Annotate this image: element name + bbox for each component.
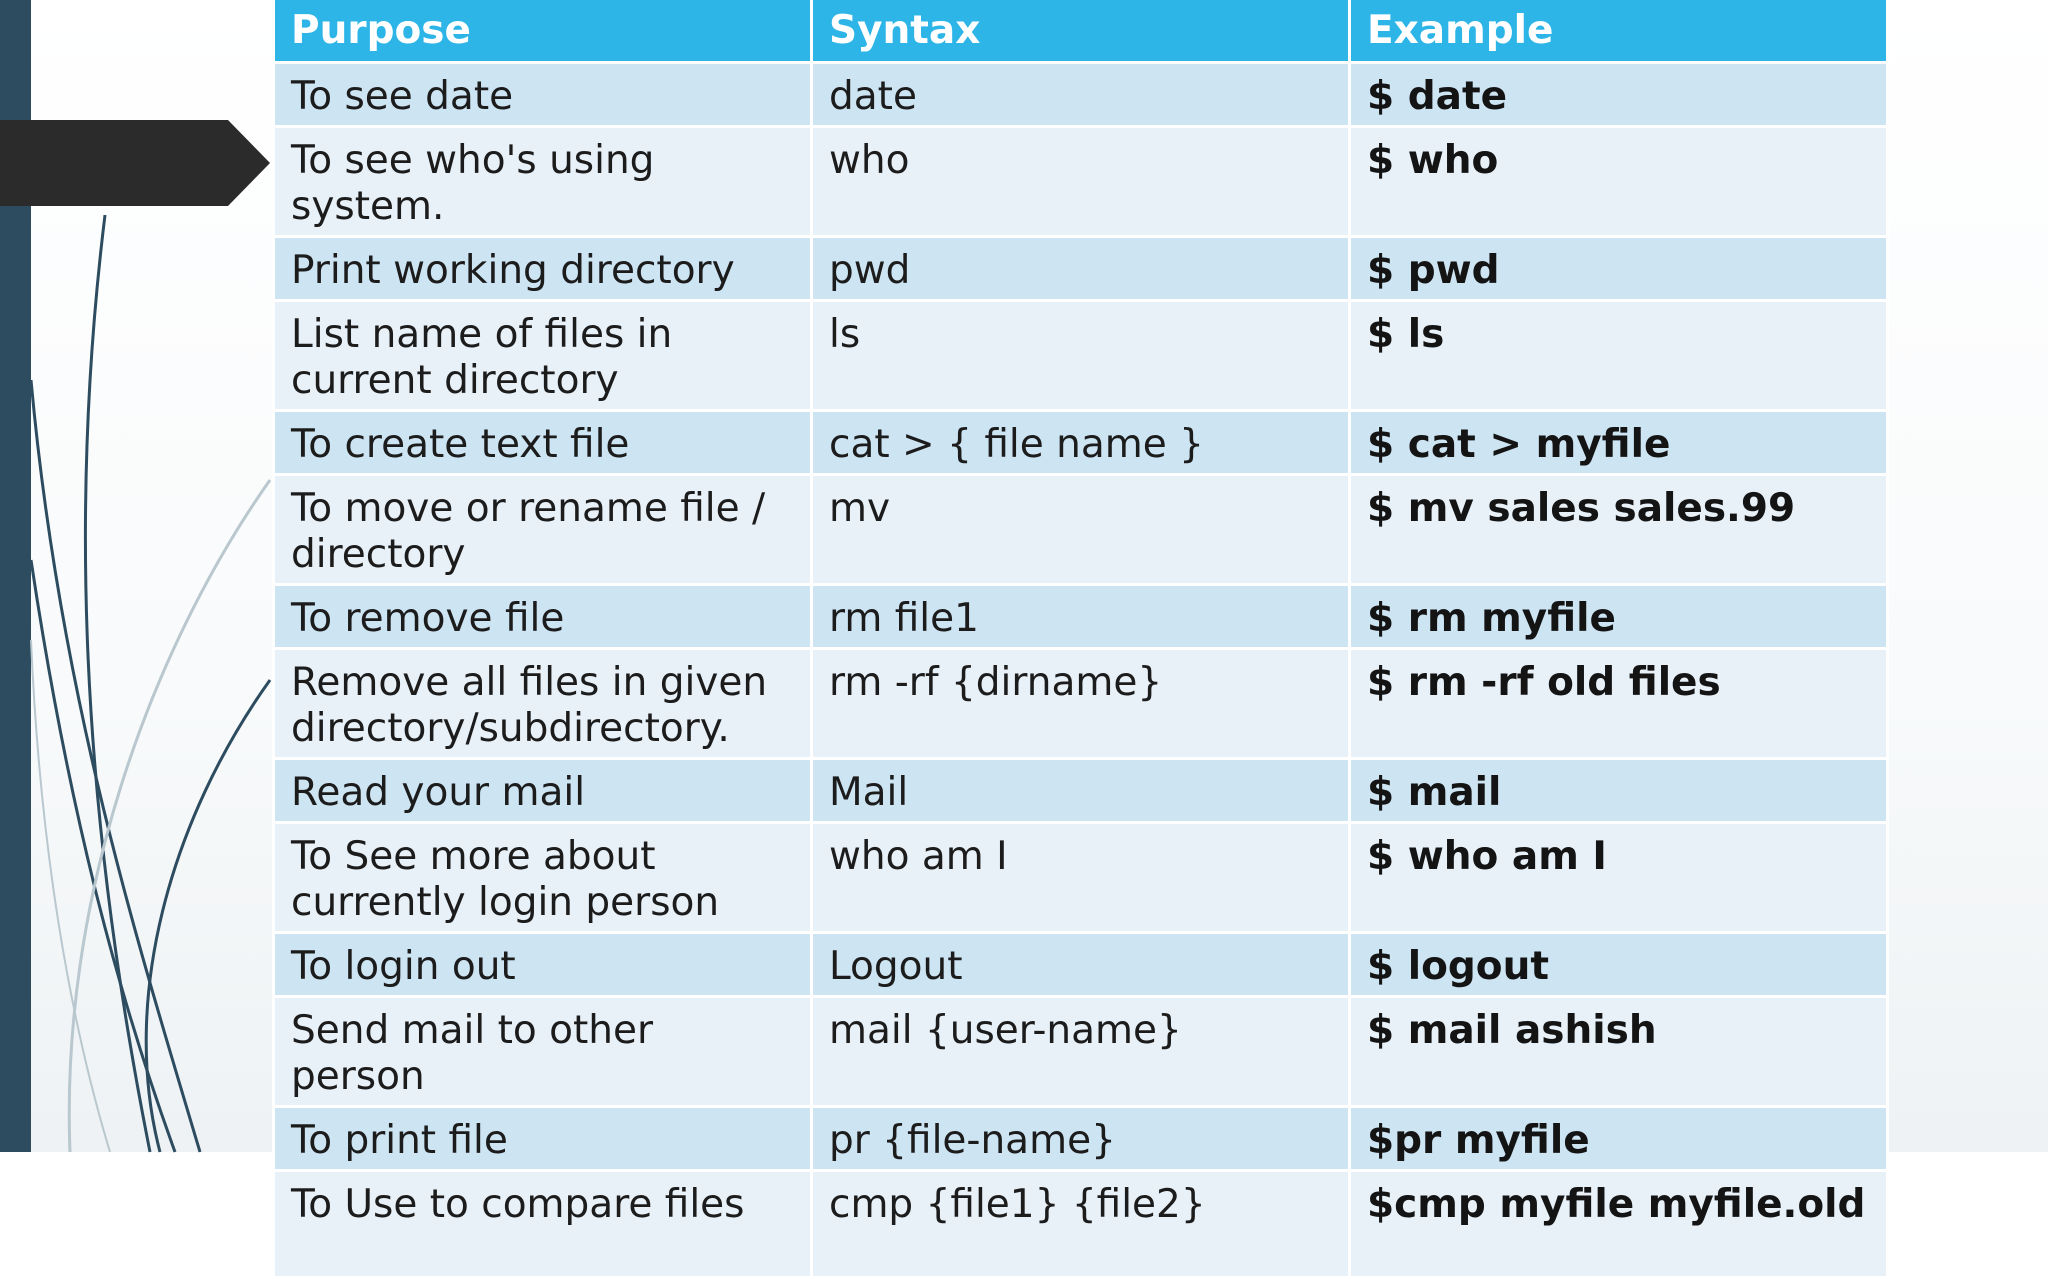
table-row <box>274 1106 1888 1170</box>
cell-syntax: who <box>812 126 1350 236</box>
table-row <box>274 648 1888 758</box>
table-row <box>274 822 1888 932</box>
cell-syntax: who am I <box>812 822 1350 932</box>
cell-purpose: List name of files in current directory <box>274 300 812 410</box>
cell-example: $ cat > myfile <box>1350 410 1888 474</box>
header-syntax: Syntax <box>812 0 1350 62</box>
cell-example: $ ls <box>1350 300 1888 410</box>
table-row <box>274 236 1888 300</box>
cell-syntax: date <box>812 62 1350 126</box>
cell-purpose: Print working directory <box>274 236 812 300</box>
cell-example: $ mail <box>1350 758 1888 822</box>
cell-purpose: To Use to compare files <box>274 1170 812 1277</box>
cell-syntax: pr {file-name} <box>812 1106 1350 1170</box>
cell-example: $cmp myfile myfile.old <box>1350 1170 1888 1277</box>
cell-syntax: rm -rf {dirname} <box>812 648 1350 758</box>
table-header-row <box>274 0 1888 62</box>
commands-table <box>272 0 1889 1279</box>
table-row <box>274 300 1888 410</box>
cell-example: $ mail ashish <box>1350 996 1888 1106</box>
cell-example: $ rm myfile <box>1350 584 1888 648</box>
cell-syntax: mv <box>812 474 1350 584</box>
table-row <box>274 62 1888 126</box>
cell-syntax: mail {user-name} <box>812 996 1350 1106</box>
header-purpose: Purpose <box>274 0 812 62</box>
table-row <box>274 584 1888 648</box>
header-example: Example <box>1350 0 1888 62</box>
cell-example: $ logout <box>1350 932 1888 996</box>
arrow-tag-shape <box>0 120 270 206</box>
cell-purpose: To See more about currently login person <box>274 822 812 932</box>
cell-purpose: To remove file <box>274 584 812 648</box>
cell-syntax: rm file1 <box>812 584 1350 648</box>
table-row <box>274 1170 1888 1277</box>
cell-syntax: pwd <box>812 236 1350 300</box>
cell-purpose: To see date <box>274 62 812 126</box>
cell-purpose: To login out <box>274 932 812 996</box>
cell-syntax: cmp {file1} {file2} <box>812 1170 1350 1277</box>
cell-purpose: To move or rename file / directory <box>274 474 812 584</box>
cell-syntax: Logout <box>812 932 1350 996</box>
cell-syntax: ls <box>812 300 1350 410</box>
cell-purpose: To create text file <box>274 410 812 474</box>
cell-purpose: Remove all files in given directory/subdirectory. <box>274 648 812 758</box>
cell-example: $ mv sales sales.99 <box>1350 474 1888 584</box>
cell-syntax: cat > { file name } <box>812 410 1350 474</box>
table-row <box>274 410 1888 474</box>
cell-example: $ date <box>1350 62 1888 126</box>
cell-purpose: Send mail to other person <box>274 996 812 1106</box>
cell-example: $pr myfile <box>1350 1106 1888 1170</box>
cell-example: $ who <box>1350 126 1888 236</box>
cell-example: $ rm -rf old files <box>1350 648 1888 758</box>
table-row <box>274 932 1888 996</box>
table-row <box>274 996 1888 1106</box>
cell-example: $ who am I <box>1350 822 1888 932</box>
cell-purpose: Read your mail <box>274 758 812 822</box>
cell-purpose: To see who's using system. <box>274 126 812 236</box>
table-row <box>274 758 1888 822</box>
table-row <box>274 474 1888 584</box>
table-row <box>274 126 1888 236</box>
cell-purpose: To print file <box>274 1106 812 1170</box>
cell-syntax: Mail <box>812 758 1350 822</box>
cell-example: $ pwd <box>1350 236 1888 300</box>
